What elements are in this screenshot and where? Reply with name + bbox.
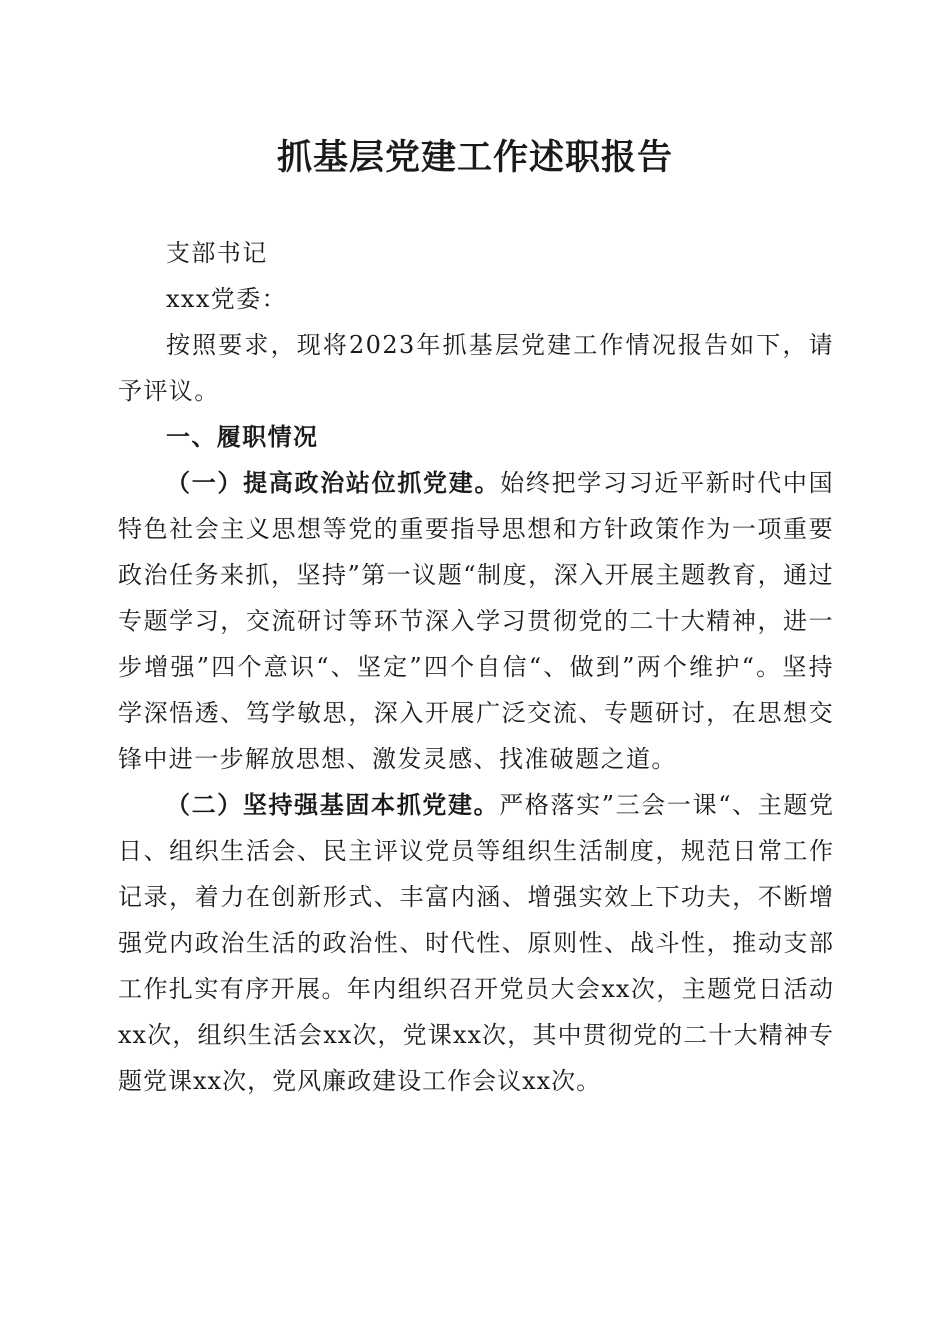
item-1-lead: （一）提高政治站位抓党建。 — [166, 468, 501, 497]
item-2-text: 严格落实”三会一课“、主题党日、组织生活会、民主评议党员等组织生活制度，规范日常工作记录，着力在创新形式、丰富内涵、增强实效上下功夫，不断增强党内政治生活的政治性、时代性、原则性、战斗性，推动支部工作扎实有序开展。年内组织召开党员大会xx次，主题党日活动xx次，组织生活会xx次，党课xx次，其中贯彻党的二十大精神专题党课xx次，党风廉政建设工作会议xx次。 — [118, 791, 834, 1095]
section-heading-1: 一、履职情况 — [166, 422, 319, 451]
salutation: xxx党委： — [166, 285, 288, 313]
document-body — [118, 230, 834, 1104]
intro-paragraph: 按照要求，现将2023年抓基层党建工作情况报告如下，请予评议。 — [118, 331, 834, 405]
document-title: 抓基层党建工作述职报告 — [276, 137, 673, 178]
item-1-text: 始终把学习习近平新时代中国特色社会主义思想等党的重要指导思想和方针政策作为一项重要政治任务来抓，坚持”第一议题“制度，深入开展主题教育，通过专题学习，交流研讨等环节深入学习贯彻党的二十大精神，进一步增强”四个意识“、坚定”四个自信“、做到”两个维护“。坚持学深悟透、笃学敏思，深入开展广泛交流、专题研讨，在思想交锋中进一步解放思想、激发灵感、找准破题之道。 — [118, 469, 835, 773]
paragraph-item-1 — [118, 460, 834, 782]
paragraph-item-2 — [118, 782, 834, 1104]
author-line: 支部书记 — [166, 239, 268, 267]
item-2-lead: （二）坚持强基固本抓党建。 — [166, 790, 500, 819]
